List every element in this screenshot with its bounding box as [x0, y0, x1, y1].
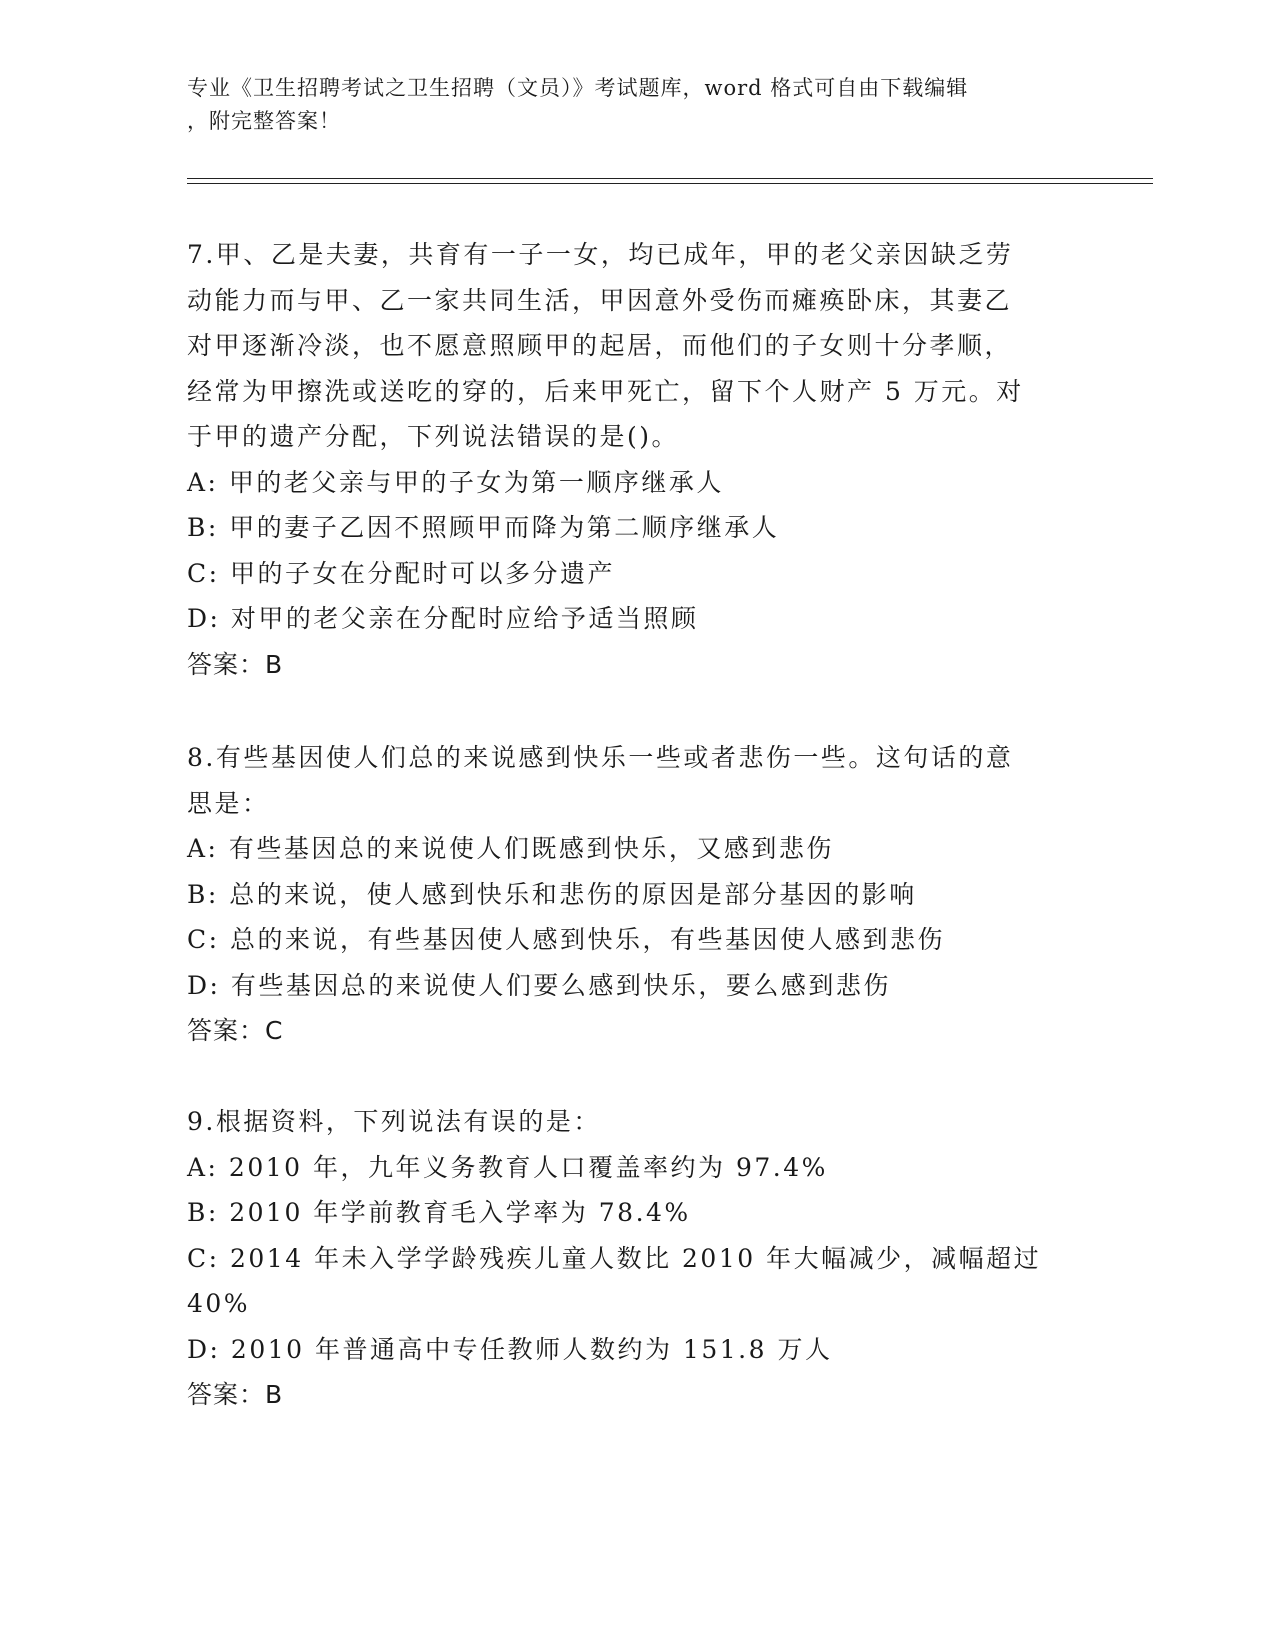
question-7-line-4: 经常为甲擦洗或送吃的穿的，后来甲死亡，留下个人财产 5 万元。对 [187, 376, 1024, 406]
question-9-option-b: B: 2010 年学前教育毛入学率为 78.4% [187, 1198, 691, 1227]
question-7-option-b: B: 甲的妻子乙因不照顾甲而降为第二顺序继承人 [187, 513, 780, 542]
question-7-option-a: A: 甲的老父亲与甲的子女为第一顺序继承人 [187, 467, 724, 497]
question-9-option-d: D: 2010 年普通高中专任教师人数约为 151.8 万人 [187, 1334, 833, 1364]
header-divider-top [187, 178, 1153, 179]
question-7-option-d: D: 对甲的老父亲在分配时应给予适当照顾 [187, 604, 699, 633]
question-7-line-5: 于甲的遗产分配，下列说法错误的是()。 [187, 422, 680, 451]
question-8-line-1: 8.有些基因使人们总的来说感到快乐一些或者悲伤一些。这句话的意 [187, 743, 1014, 772]
question-8-option-a: A: 有些基因总的来说使人们既感到快乐，又感到悲伤 [187, 834, 834, 863]
question-9-answer: 答案：B [187, 1380, 284, 1409]
question-8-option-b: B: 总的来说，使人感到快乐和悲伤的原因是部分基因的影响 [187, 879, 917, 909]
question-8-option-c: C: 总的来说，有些基因使人感到快乐，有些基因使人感到悲伤 [187, 925, 946, 954]
question-8 [187, 735, 1067, 1054]
question-9-option-c-continued: 40% [187, 1289, 251, 1318]
question-9-option-a: A: 2010 年，九年义务教育人口覆盖率约为 97.4% [187, 1152, 828, 1182]
question-7 [187, 232, 1067, 687]
document-header [187, 72, 1067, 138]
question-8-line-2: 思是： [187, 788, 270, 818]
question-9 [187, 1099, 1067, 1418]
question-9-option-c: C: 2014 年未入学学龄残疾儿童人数比 2010 年大幅减少，减幅超过 [187, 1243, 1042, 1273]
question-7-line-2: 动能力而与甲、乙一家共同生活，甲因意外受伤而瘫痪卧床，其妻乙 [187, 285, 1013, 315]
header-divider-bottom [187, 183, 1153, 184]
header-line-1: 专业《卫生招聘考试之卫生招聘（文员）》考试题库，word 格式可自由下载编辑 [187, 76, 969, 100]
question-7-line-1: 7.甲、乙是夫妻，共育有一子一女，均已成年，甲的老父亲因缺乏劳 [187, 240, 1014, 269]
question-8-option-d: D: 有些基因总的来说使人们要么感到快乐，要么感到悲伤 [187, 970, 891, 1000]
question-7-line-3: 对甲逐渐冷淡，也不愿意照顾甲的起居，而他们的子女则十分孝顺， [187, 331, 1013, 360]
question-8-answer: 答案：C [187, 1016, 284, 1045]
question-7-option-c: C: 甲的子女在分配时可以多分遗产 [187, 558, 615, 588]
question-9-line-1: 9.根据资料，下列说法有误的是： [187, 1107, 601, 1136]
header-line-2: ，附完整答案！ [187, 109, 341, 133]
question-7-answer: 答案：B [187, 649, 284, 679]
